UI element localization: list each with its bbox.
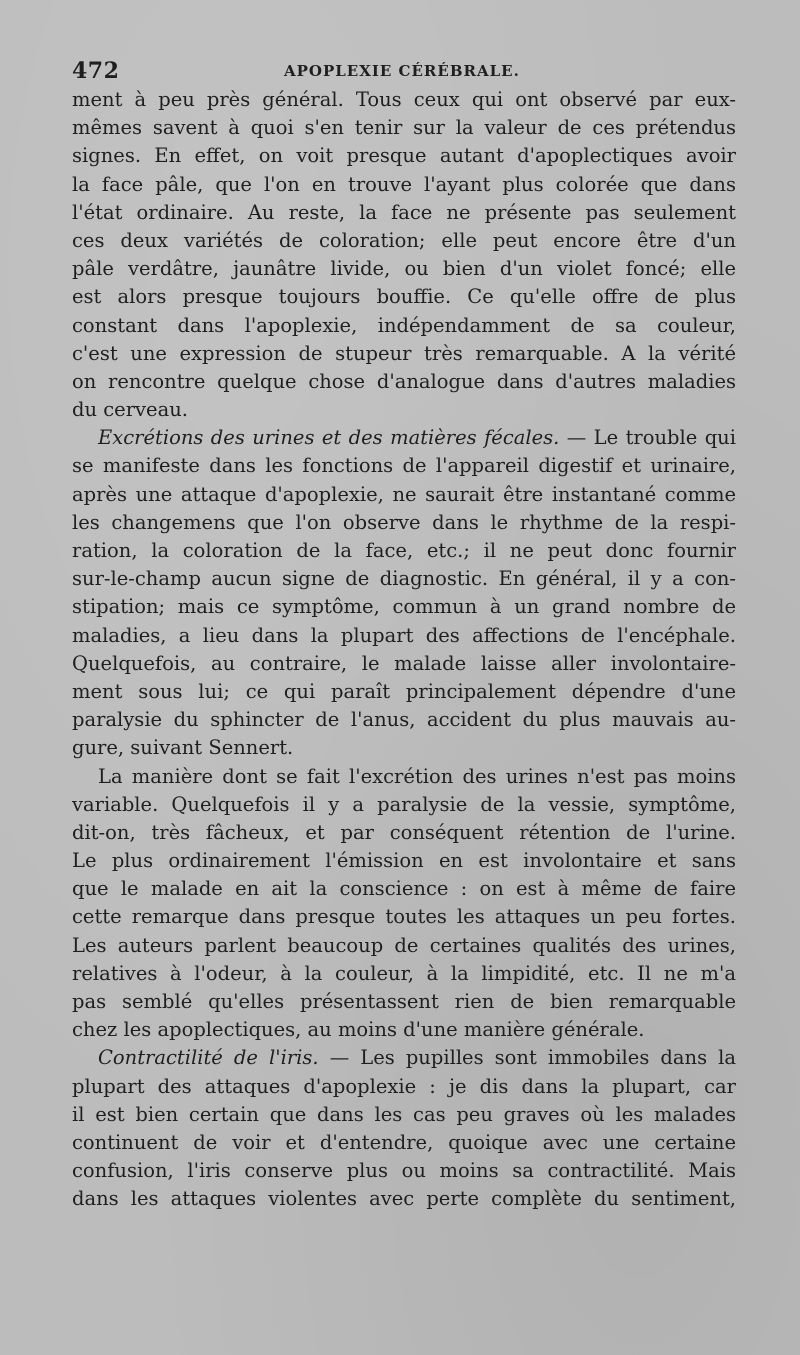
- text-line: on rencontre quelque chose d'analogue dans d'autres maladies: [72, 369, 736, 393]
- text-line: est alors presque toujours bouffie. Ce qu'elle offre de plus: [72, 285, 736, 309]
- text-line: pâle verdâtre, jaunâtre livide, ou bien d'un violet foncé; elle: [72, 257, 736, 281]
- text-line: c'est une expression de stupeur très remarquable. A la vérité: [72, 341, 736, 365]
- text-line: l'état ordinaire. Au reste, la face ne présente pas seulement: [72, 200, 736, 224]
- text-line: maladies, a lieu dans la plupart des affections de l'encéphale.: [72, 623, 736, 647]
- text-line-continuation: — Les pupilles sont immobiles dans la: [329, 1046, 736, 1070]
- text-line: confusion, l'iris conserve plus ou moins sa contractilité. Mais: [72, 1159, 736, 1183]
- text-line: ces deux variétés de coloration; elle peut encore être d'un: [72, 228, 736, 252]
- text-line: dit-on, très fâcheux, et par conséquent rétention de l'urine.: [72, 820, 736, 844]
- text-line: après une attaque d'apoplexie, ne saurait être instantané comme: [72, 482, 736, 506]
- text-line: Quelquefois, au contraire, le malade laisse aller involontaire-: [72, 651, 736, 675]
- text-line: se manifeste dans les fonctions de l'appareil digestif et urinaire,: [72, 454, 736, 478]
- page-number: 472: [72, 58, 120, 84]
- text-line: relatives à l'odeur, à la couleur, à la limpidité, etc. Il ne m'a: [72, 961, 736, 985]
- running-head: APOPLEXIE CÉRÉBRALE.: [284, 62, 520, 80]
- text-line: gure, suivant Sennert.: [72, 736, 294, 760]
- page-header: [72, 58, 736, 86]
- text-line: il est bien certain que dans les cas peu graves où les malades: [72, 1102, 736, 1126]
- subheading-iris: Contractilité de l'iris.: [98, 1046, 319, 1070]
- text-line: paralysie du sphincter de l'anus, accident du plus mauvais au-: [72, 708, 736, 732]
- text-line: ment sous lui; ce qui paraît principalement dépendre d'une: [72, 679, 736, 703]
- text-line: sur-le-champ aucun signe de diagnostic. En général, il y a con-: [72, 567, 736, 591]
- text-line: stipation; mais ce symptôme, commun à un grand nombre de: [72, 595, 736, 619]
- text-line-continuation: — Le trouble qui: [566, 426, 736, 450]
- body-text: [72, 86, 736, 1214]
- text-line: chez les apoplectiques, au moins d'une manière générale.: [72, 1018, 645, 1042]
- text-line: Les auteurs parlent beaucoup de certaines qualités des urines,: [72, 933, 736, 957]
- text-line: du cerveau.: [72, 398, 188, 422]
- text-line: Le plus ordinairement l'émission en est involontaire et sans: [72, 849, 736, 873]
- text-line: variable. Quelquefois il y a paralysie de la vessie, symptôme,: [72, 792, 736, 816]
- text-line: que le malade en ait la conscience : on est à même de faire: [72, 877, 736, 901]
- text-line: la face pâle, que l'on en trouve l'ayant plus colorée que dans: [72, 172, 736, 196]
- text-line: constant dans l'apoplexie, indépendamment de sa couleur,: [72, 313, 736, 337]
- text-line: cette remarque dans presque toutes les attaques un peu fortes.: [72, 905, 736, 929]
- text-line: plupart des attaques d'apoplexie : je dis dans la plupart, car: [72, 1074, 736, 1098]
- text-line: mêmes savent à quoi s'en tenir sur la valeur de ces prétendus: [72, 116, 736, 140]
- subheading-line: [72, 1044, 736, 1072]
- text-line: ration, la coloration de la face, etc.; il ne peut donc fournir: [72, 539, 736, 562]
- text-line: pas semblé qu'elles présentassent rien de bien remarquable: [72, 990, 736, 1013]
- subheading-line: [72, 424, 736, 452]
- text-line: continuent de voir et d'entendre, quoique avec une certaine: [72, 1130, 736, 1154]
- text-line: La manière dont se fait l'excrétion des urines n'est pas moins: [98, 764, 736, 788]
- text-line: les changemens que l'on observe dans le rhythme de la respi-: [72, 510, 736, 534]
- text-line: ment à peu près général. Tous ceux qui ont observé par eux-: [72, 88, 736, 111]
- subheading-excretions: Excrétions des urines et des matières fécales.: [98, 426, 560, 450]
- text-line: dans les attaques violentes avec perte complète du sentiment,: [72, 1187, 736, 1211]
- text-line: signes. En effet, on voit presque autant d'apoplectiques avoir: [72, 144, 736, 168]
